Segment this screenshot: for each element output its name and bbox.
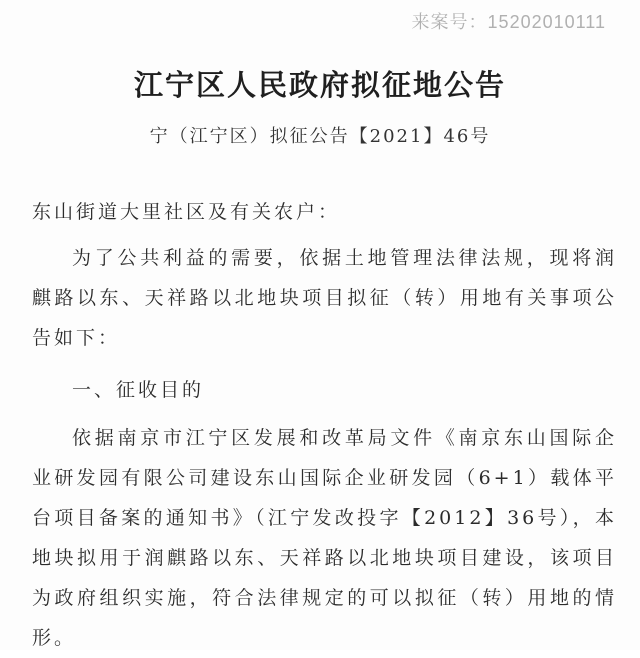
record-number: 来案号：15202010111 bbox=[411, 12, 606, 32]
document-number: 宁（江宁区）拟征公告【2021】46号 bbox=[149, 126, 491, 147]
paragraph-purpose: 依据南京市江宁区发展和改革局文件《南京东山国际企业研发园有限公司建设东山国际企业研发园（6+1）载体平台项目备案的通知书》（江宁发改投字【2012】36号），本地块拟用于润麒路以东、天祥路以北地块项目建设，该项目为政府组织实施，符合法律规定的可以拟征（转）用地的情形。 bbox=[32, 427, 617, 649]
section-heading-purpose: 一、征收目的 bbox=[72, 379, 205, 401]
document-title: 江宁区人民政府拟征地公告 bbox=[133, 70, 506, 102]
paragraph-intro: 为了公共利益的需要，依据土地管理法律法规，现将润麒路以东、天祥路以北地块项目拟征（转）用地有关事项公告如下： bbox=[32, 247, 617, 349]
salutation: 东山街道大里社区及有关农户： bbox=[32, 201, 341, 223]
